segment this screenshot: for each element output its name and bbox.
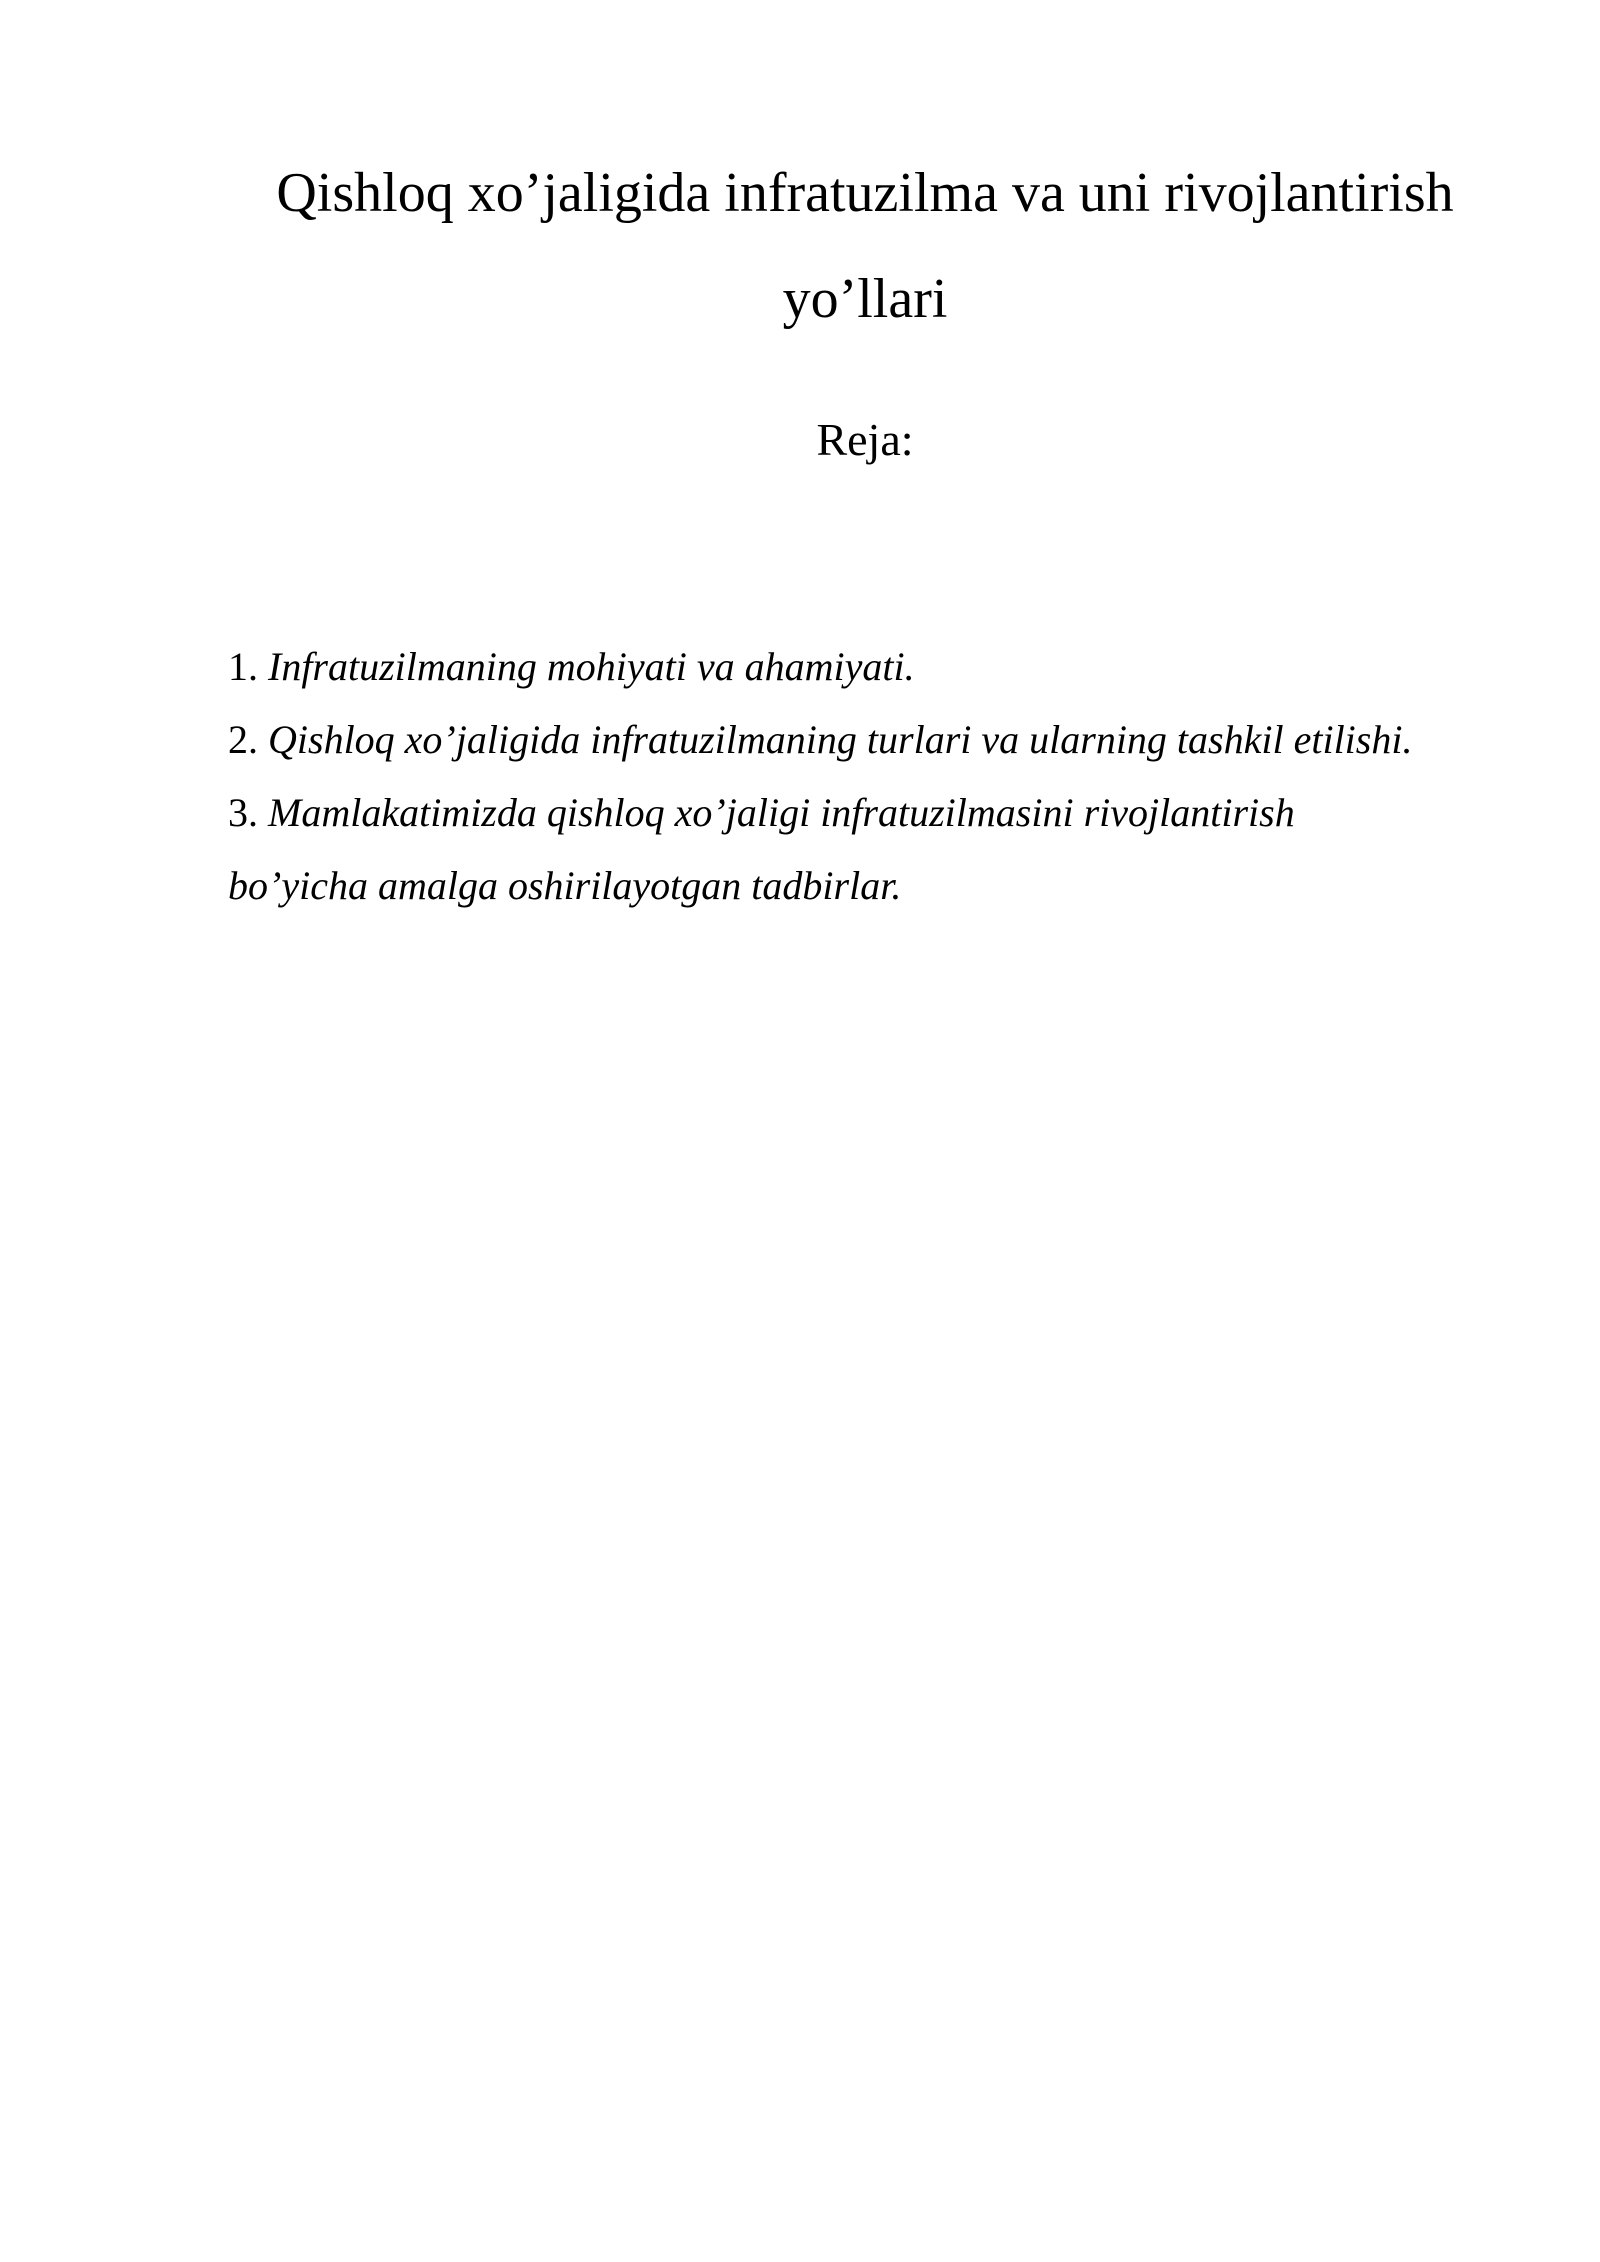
plan-item-number: 2.	[228, 717, 258, 762]
plan-item-2	[228, 703, 1428, 776]
plan-item-text: Infratuzilmaning mohiyati va ahamiyati.	[268, 644, 915, 689]
plan-item-text: Qishloq xo’jaligida infratuzilmaning turlari va ularning tashkil etilishi.	[268, 717, 1413, 762]
plan-item-text: Mamlakatimizda qishloq xo’jaligi infratuzilmasini rivojlantirish bo’yicha amalga oshirilayotgan tadbirlar.	[228, 790, 1295, 908]
plan-item-1	[228, 630, 1428, 703]
plan-item-3	[228, 776, 1428, 922]
plan-heading: Reja:	[816, 414, 914, 465]
plan-list	[228, 630, 1428, 922]
document-title: Qishloq xo’jaligida infratuzilma va uni rivojlantirish yo’llari	[276, 162, 1454, 330]
plan-item-number: 1.	[228, 644, 258, 689]
plan-item-number: 3.	[228, 790, 258, 835]
